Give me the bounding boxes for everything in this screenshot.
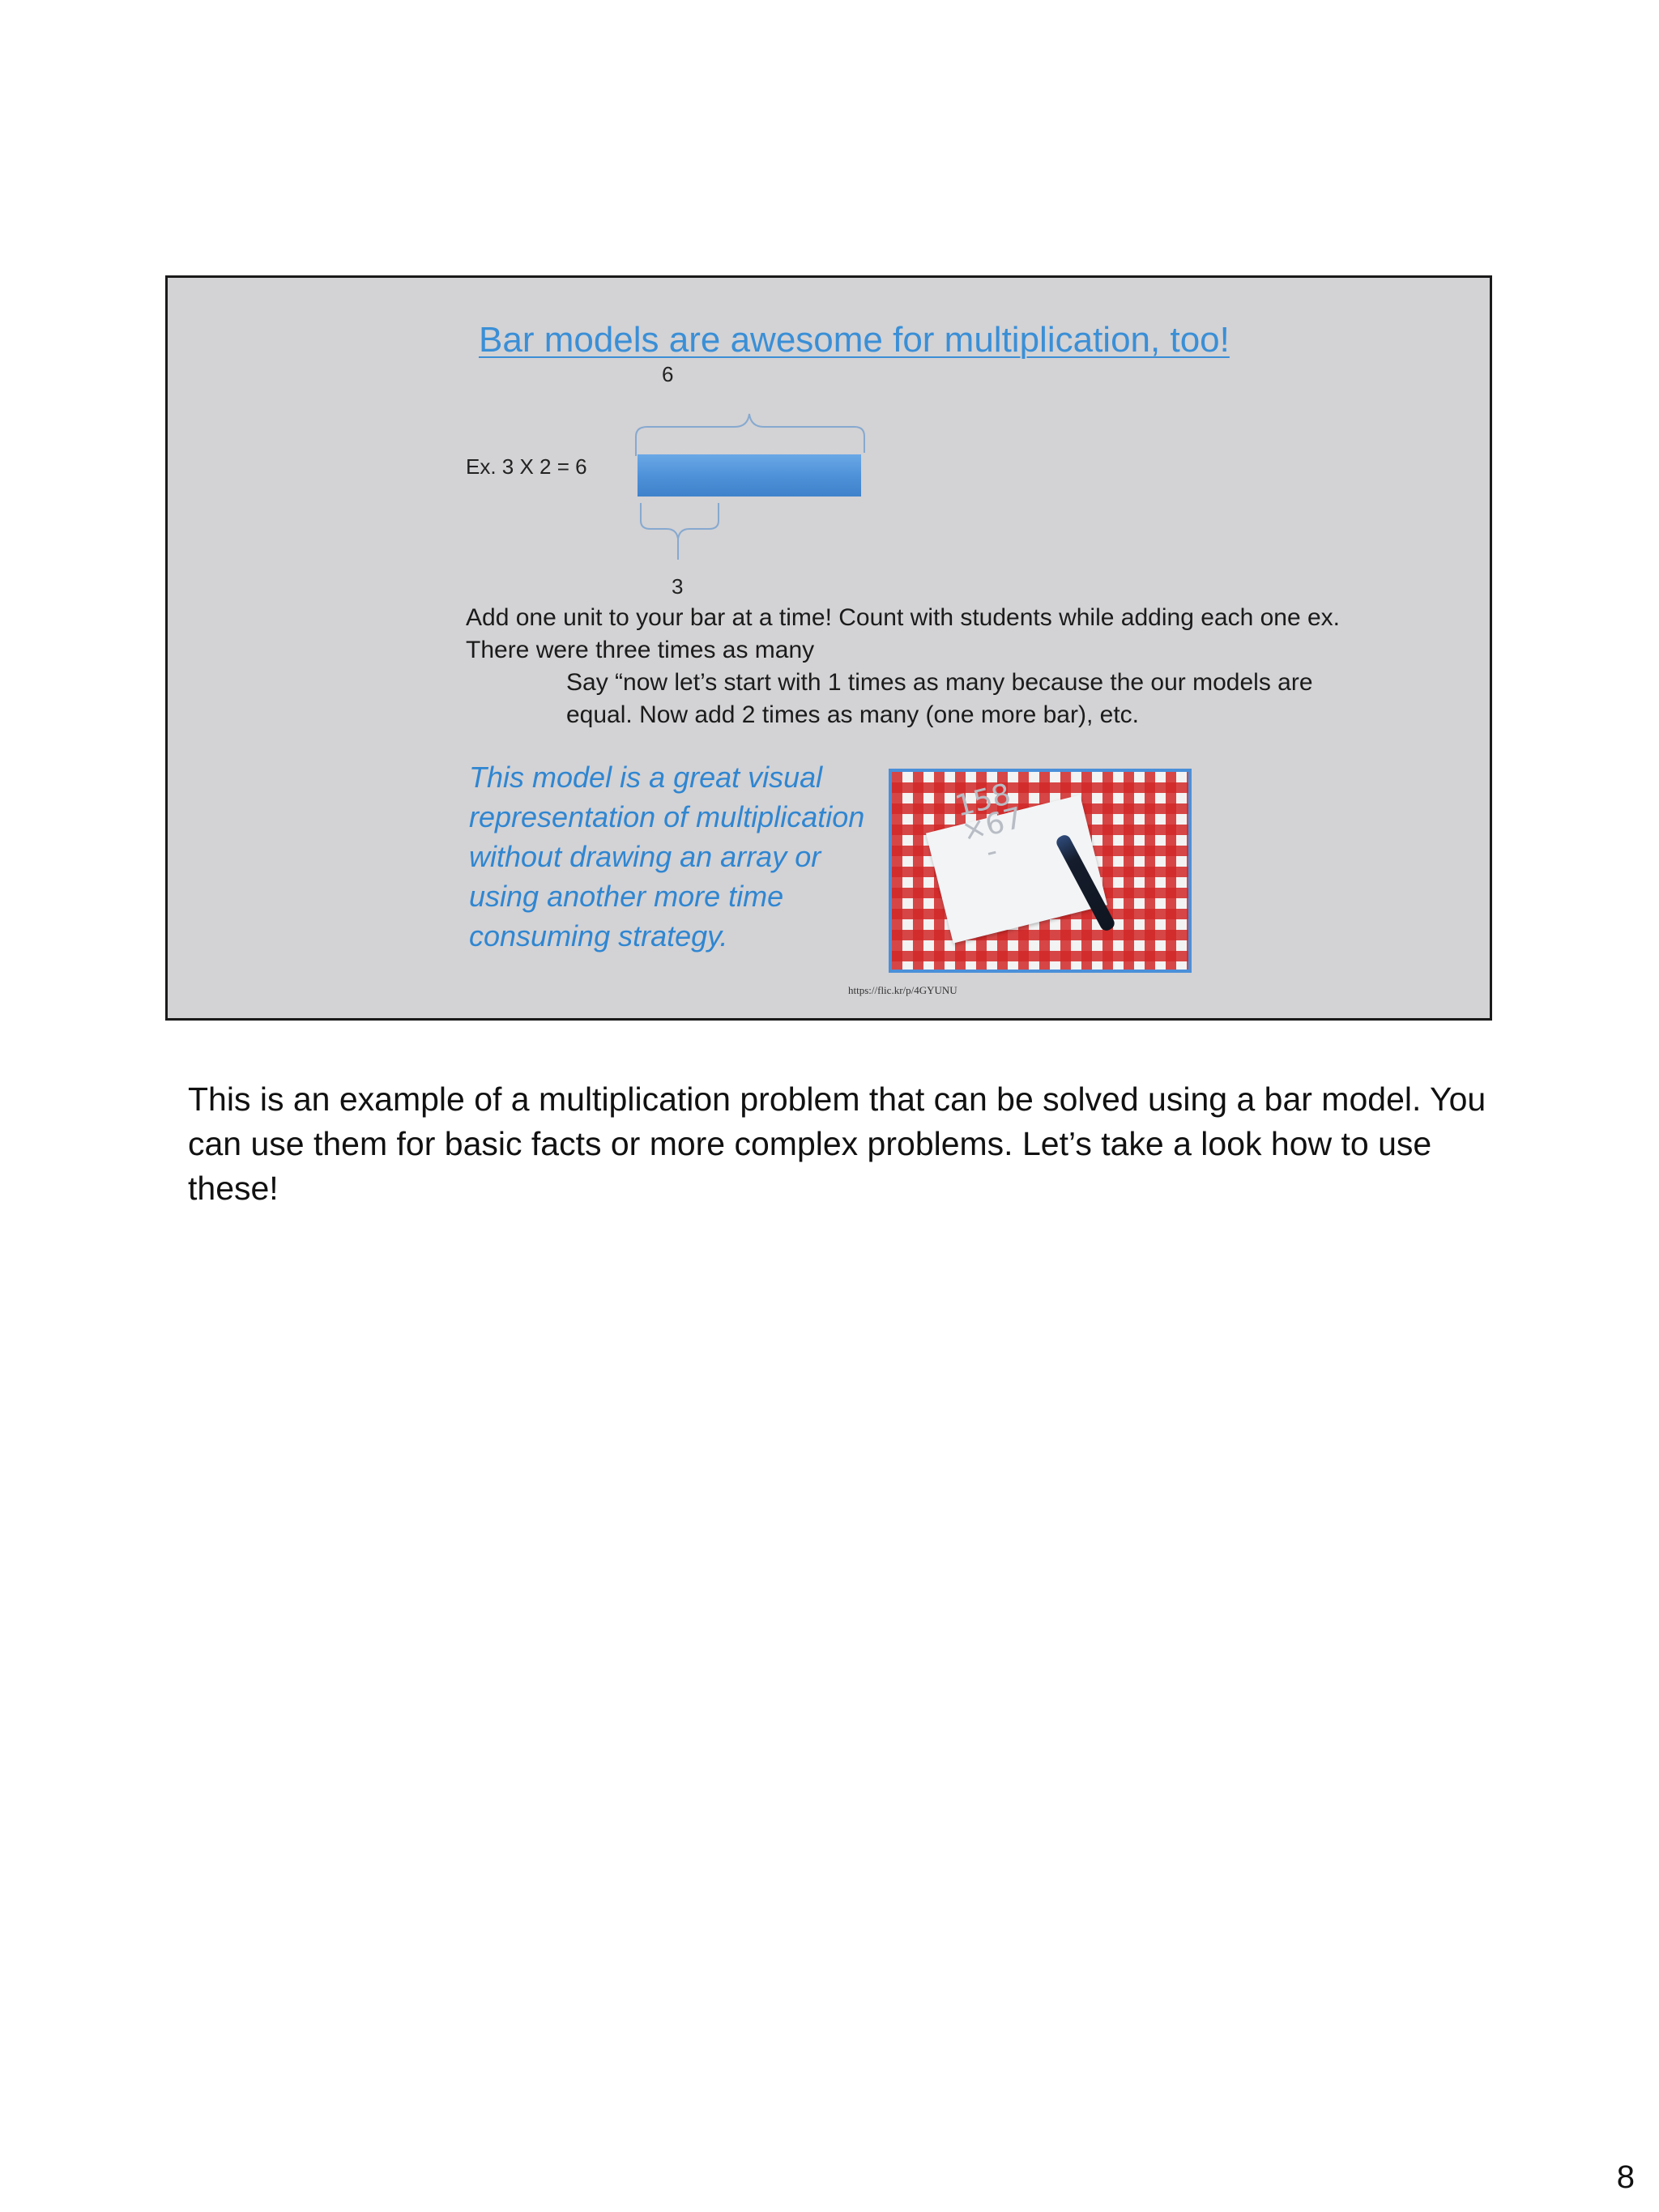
- blue-note: This model is a great visual representation of multiplication without drawing an array or using another more time consuming strategy.: [469, 761, 865, 953]
- instruction-line-2: Say “now let’s start with 1 times as many because the our models are equal. Now add 2 times as many (one more bar), etc.: [566, 669, 1313, 728]
- photo-credit: https://flic.kr/p/4GYUNU: [848, 984, 957, 996]
- bar-part-label: 3: [672, 574, 684, 599]
- speaker-notes: This is an example of a multiplication problem that can be solved using a bar model. You can use them for basic facts or more complex problems. Let’s take a look how to use these!: [188, 1080, 1486, 1207]
- model-bar: [638, 454, 861, 497]
- instruction-line-1: Add one unit to your bar at a time! Count with students while adding each one ex. There were three times as many: [466, 604, 1341, 663]
- slide-thumbnail: [165, 275, 1492, 1021]
- bar-total-label: 6: [662, 362, 674, 386]
- checkered-photo: [889, 769, 1192, 973]
- card-writing: 158 ×67 -: [952, 778, 1026, 874]
- instruction-text: [466, 602, 1373, 731]
- page-number: 8: [1616, 2159, 1635, 2195]
- bottom-brace: [641, 503, 719, 539]
- top-brace: [636, 414, 864, 456]
- bar-equation: Ex. 3 X 2 = 6: [466, 454, 587, 479]
- slide-title: Bar models are awesome for multiplication, too!: [479, 320, 1230, 360]
